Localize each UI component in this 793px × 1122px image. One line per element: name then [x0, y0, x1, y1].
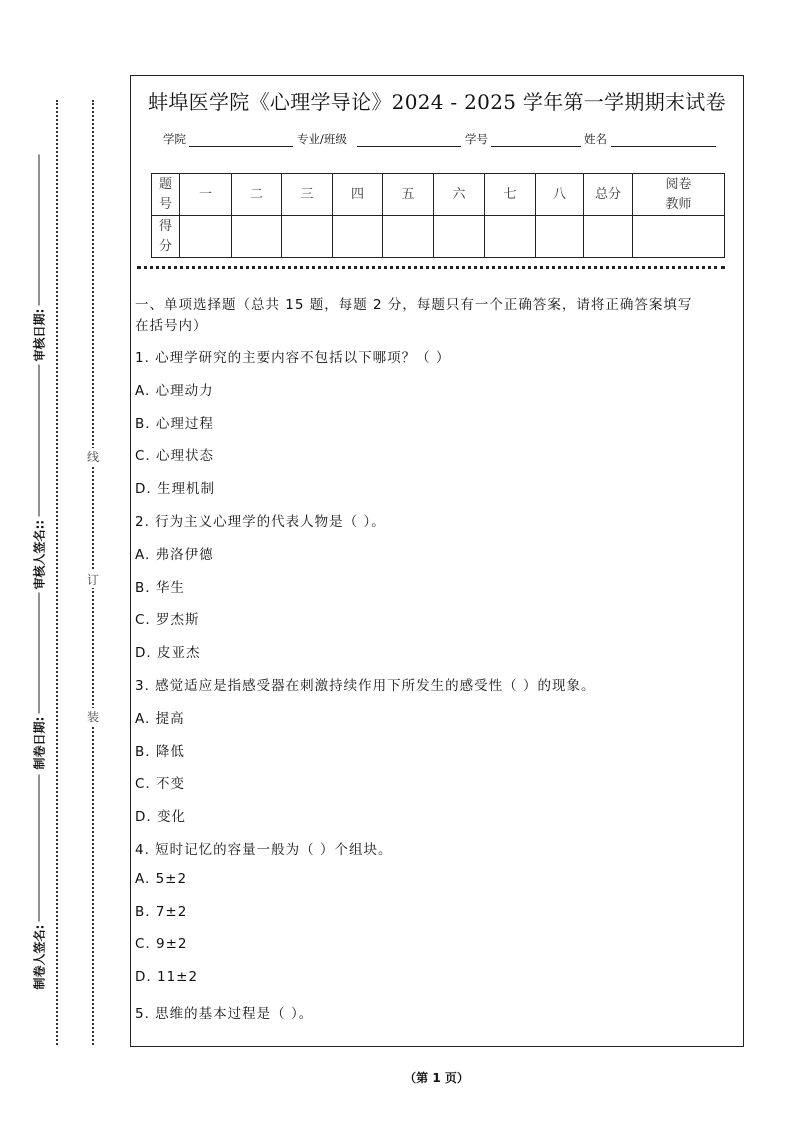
question-stem: 2. 行为主义心理学的代表人物是（ ）。 [135, 514, 386, 530]
name-input[interactable] [611, 146, 716, 147]
score-label: 得分 [152, 216, 180, 258]
question-stem: 1. 心理学研究的主要内容不包括以下哪项？（ ） [135, 350, 451, 366]
score-cell[interactable] [232, 216, 282, 258]
score-table-header-row [152, 174, 725, 216]
maker-signature-label: 制卷人签名: [32, 924, 46, 990]
col-3: 三 [282, 174, 333, 216]
score-cell[interactable] [333, 216, 383, 258]
college-label: 学院 [163, 132, 186, 146]
student-id-input[interactable] [491, 146, 581, 147]
question-stem: 3. 感觉适应是指感受器在刺激持续作用下所发生的感受性（ ）的现象。 [135, 678, 596, 694]
bind-mark-ding: 订 [86, 573, 99, 587]
answer-option: C. 不变 [135, 776, 186, 793]
answer-option: B. 心理过程 [135, 415, 214, 432]
make-date-label: 制卷日期: [32, 716, 46, 770]
score-cell[interactable] [536, 216, 584, 258]
review-date-label: 审核日期: [32, 308, 46, 362]
student-id-label: 学号 [465, 132, 488, 146]
answer-option: B. 降低 [135, 743, 185, 760]
answer-option: A. 心理动力 [135, 382, 214, 399]
col-grader: 阅卷教师 [633, 174, 725, 216]
score-table [151, 173, 725, 258]
bind-mark-xian: 线 [86, 450, 99, 464]
col-5: 五 [383, 174, 434, 216]
col-2: 二 [232, 174, 282, 216]
answer-option: D. 生理机制 [135, 481, 215, 498]
col-1: 一 [180, 174, 232, 216]
review-date-line [38, 155, 39, 306]
answer-option: A. 提高 [135, 710, 185, 727]
section-heading-cont: 在括号内） [135, 318, 208, 334]
major-class-input[interactable] [357, 146, 461, 147]
col-7: 七 [485, 174, 536, 216]
name-label: 姓名 [584, 132, 607, 146]
maker-signature-field[interactable] [32, 775, 46, 990]
score-cell[interactable] [434, 216, 485, 258]
col-6: 六 [434, 174, 485, 216]
score-cell[interactable] [485, 216, 536, 258]
answer-option: B. 华生 [135, 579, 185, 596]
reviewer-signature-line [38, 365, 39, 517]
make-date-line [38, 593, 39, 714]
maker-signature-line [38, 775, 39, 922]
page-number: （第 1 页） [404, 1071, 469, 1085]
score-cell[interactable] [383, 216, 434, 258]
bind-mark-zhuang: 装 [86, 710, 99, 724]
answer-option: C. 心理状态 [135, 448, 215, 465]
binding-dotted-line-outer [56, 100, 58, 1045]
exam-title: 蚌埠医学院《心理学导论》2024 - 2025 学年第一学期期末试卷 [148, 90, 726, 114]
answer-option: D. 皮亚杰 [135, 645, 201, 662]
college-input[interactable] [189, 146, 293, 147]
answer-option: A. 5±2 [135, 870, 188, 887]
col-4: 四 [333, 174, 383, 216]
header-label: 题号 [152, 174, 180, 216]
major-class-label: 专业/班级 [297, 132, 347, 146]
answer-option: D. 变化 [135, 809, 186, 826]
answer-option: C. 罗杰斯 [135, 612, 200, 629]
answer-option: C. 9±2 [135, 936, 188, 953]
score-cell[interactable] [180, 216, 232, 258]
reviewer-signature-field[interactable] [32, 365, 46, 590]
reviewer-signature-label: 审核人签名:: [32, 519, 46, 590]
score-cell[interactable] [282, 216, 333, 258]
make-date-field[interactable] [32, 593, 46, 770]
score-cell-total[interactable] [584, 216, 633, 258]
question-stem: 5. 思维的基本过程是（ ）。 [135, 1006, 314, 1022]
score-cell-grader[interactable] [633, 216, 725, 258]
col-8: 八 [536, 174, 584, 216]
review-date-field[interactable] [32, 155, 46, 362]
question-stem: 4. 短时记忆的容量一般为（ ）个组块。 [135, 842, 393, 858]
answer-option: B. 7±2 [135, 903, 188, 920]
col-total: 总分 [584, 174, 633, 216]
answer-option: D. 11±2 [135, 969, 199, 986]
dotted-separator [137, 266, 725, 269]
answer-option: A. 弗洛伊德 [135, 546, 214, 563]
score-table-score-row [152, 216, 725, 258]
section-heading: 一、单项选择题（总共 15 题，每题 2 分，每题只有一个正确答案，请将正确答案填写 [135, 297, 693, 313]
